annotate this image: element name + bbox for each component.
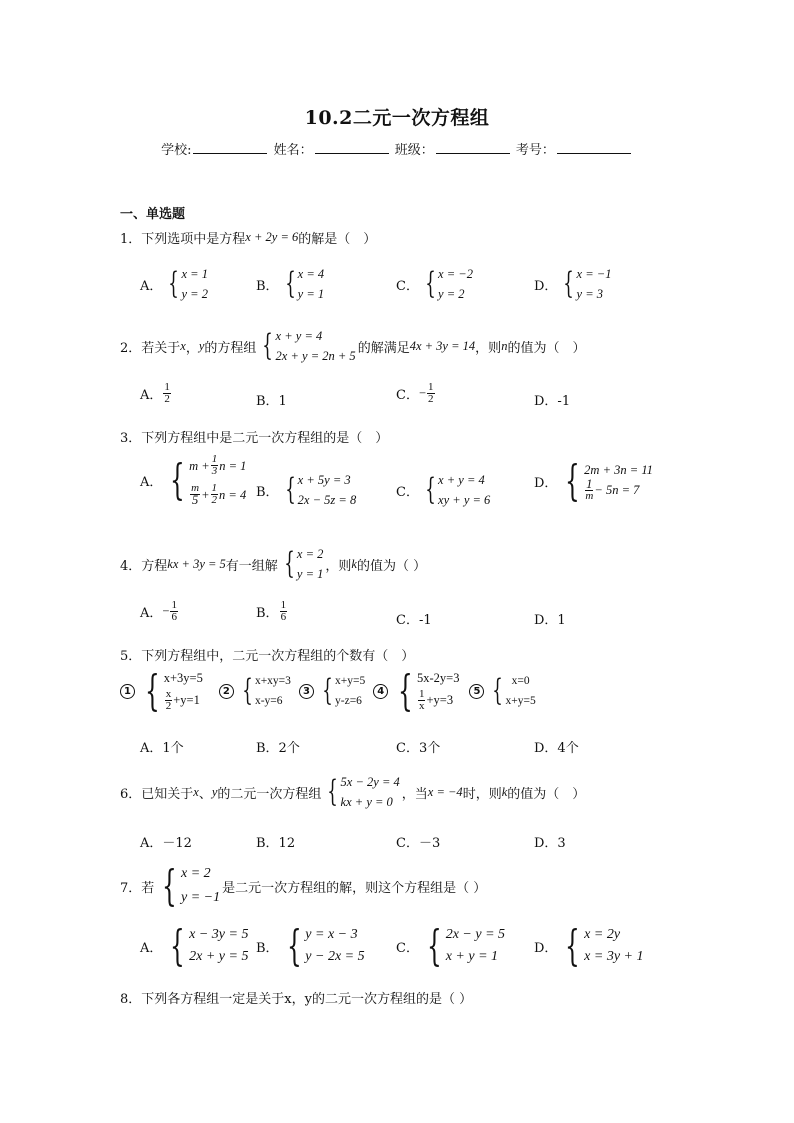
q2-option-a[interactable] <box>140 382 172 405</box>
option-label: B． <box>256 278 279 294</box>
eq-part: − 5n = 7 <box>594 483 640 497</box>
frac-num: m <box>191 482 200 494</box>
eq-line: y = 1 <box>297 287 325 301</box>
var-k: k <box>351 556 357 571</box>
eq-line: x+y=5 <box>505 695 536 707</box>
frac-den: 2 <box>164 393 170 405</box>
student-info-line <box>0 139 794 158</box>
var-n: n <box>501 338 508 353</box>
q2-text: 2．若关于 <box>120 340 181 356</box>
frac-den: 6 <box>280 611 287 623</box>
q2-sep: ， <box>185 340 199 356</box>
eq-line: y = 1 <box>296 567 324 581</box>
circle-number: 4 <box>373 684 388 699</box>
option-label: C． <box>396 484 419 500</box>
frac-num: 1 <box>428 381 434 393</box>
q1-text-end: 的解是（ ） <box>298 232 377 247</box>
q4-equation: kx + 3y = 5 <box>167 556 226 571</box>
option-label: A． <box>140 278 163 294</box>
eq-line: x = 1 <box>181 267 208 281</box>
name-label: 姓名： <box>273 143 313 158</box>
section-heading: 一、单选题 <box>120 207 186 222</box>
q4-text: 4．方程 <box>120 558 168 574</box>
q4-option-c[interactable]: C．-1 <box>396 613 432 628</box>
eq-line: x = 4 <box>297 267 325 281</box>
option-label: C． <box>396 940 419 956</box>
q6-text-mid: 的二元一次方程组 <box>217 786 322 802</box>
q5-option-a[interactable]: A．1个 <box>140 741 184 756</box>
eq-line: 2m + 3n = 11 <box>584 462 653 477</box>
frac-num: 1 <box>211 482 218 494</box>
q4-text-mid2: ，则 <box>325 558 352 574</box>
eq-line: 5x-2y=3 <box>416 670 460 685</box>
q6-text: 6．已知关于 <box>120 786 194 802</box>
eq-line: x+3y=5 <box>163 670 203 685</box>
minus-sign: − <box>418 386 427 400</box>
q3-option-c[interactable]: C． { x + y = 4 xy + y = 6 <box>396 470 492 510</box>
eq-line: 2x + y = 5 <box>189 949 249 964</box>
frac-den: 2 <box>165 699 172 712</box>
q2-text-mid2: 的解满足 <box>357 340 410 356</box>
option-label: C． <box>396 388 419 403</box>
q1-option-a[interactable]: A． { x = 1 y = 2 <box>140 264 210 304</box>
eq-line: x − 3y = 5 <box>189 927 249 942</box>
circle-number: 1 <box>120 684 135 699</box>
q1-option-c[interactable]: C． { x = −2 y = 2 <box>396 264 475 304</box>
q2-option-d[interactable]: D．-1 <box>534 394 571 409</box>
var-y: y <box>211 784 218 799</box>
question-1 <box>120 228 376 247</box>
eq-line: x + y = 1 <box>445 949 499 964</box>
eq-line: 5x − 2y = 4 <box>340 775 400 789</box>
eq-line: y-z=6 <box>335 695 362 707</box>
eq-line: xy + y = 6 <box>438 493 491 507</box>
frac-num: 1 <box>164 381 170 393</box>
question-4: 4．方程 kx + 3y = 5 有一组解 { x = 2 y = 1 ，则 k 的值为（ ） <box>120 544 426 584</box>
name-blank[interactable] <box>315 141 389 154</box>
var-y: y <box>198 338 205 353</box>
var-x: x <box>193 784 199 799</box>
eq-line: kx + y = 0 <box>340 795 393 809</box>
eq-part: +y=3 <box>426 693 454 707</box>
eq-line: y = 2 <box>438 287 465 301</box>
eq-part: n = 1 <box>219 458 247 473</box>
eq-line: x + y = 4 <box>275 329 323 343</box>
q7-text: 7．若 <box>120 880 155 896</box>
q6-option-d[interactable]: D．3 <box>534 836 566 851</box>
option-label: B． <box>256 606 279 621</box>
q7-option-b[interactable]: B． { y = x − 3 y − 2x = 5 <box>256 921 365 970</box>
eq-line: x-y=6 <box>254 695 283 707</box>
q6-option-a[interactable]: A．－12 <box>140 836 192 851</box>
frac-den: 2 <box>211 494 218 506</box>
q2-text-mid: 的方程组 <box>204 340 257 356</box>
number-blank[interactable] <box>557 141 631 154</box>
eq-line: y = −1 <box>181 890 221 905</box>
eq-line: x=0 <box>511 675 530 687</box>
option-label: D． <box>534 475 558 491</box>
frac-den: 5 <box>191 493 199 507</box>
option-label: A． <box>140 388 163 403</box>
option-label: A． <box>140 474 163 490</box>
option-label: A． <box>140 606 163 621</box>
q7-option-c[interactable]: C． { 2x − y = 5 x + y = 1 <box>396 921 506 970</box>
var-x: x <box>180 338 186 353</box>
frac-num: 1 <box>418 687 425 700</box>
eq-part: +y=1 <box>173 693 200 707</box>
number-label: 考号： <box>515 143 555 158</box>
eq-part: n = 4 <box>219 487 247 502</box>
frac-num: 1 <box>586 476 593 491</box>
eq-line: x = 2 <box>181 866 211 881</box>
circle-number: 2 <box>219 684 234 699</box>
option-label: B． <box>256 940 279 956</box>
q5-systems: 1 { x+3y=5 $\frac{x}{2}$ +y=1 2 { x+xy=3 x-y=6 3 { x+y=5 y-z=6 4 { 5x-2y=3 $\frac{1}{x}$ +y=3 5 { x=0 x+y=5 <box>120 670 538 712</box>
q6-equation: x = −4 <box>427 784 463 799</box>
frac-den: 6 <box>171 611 177 623</box>
option-label: C． <box>396 278 419 294</box>
eq-line: x + y = 4 <box>438 473 485 487</box>
q2-option-c[interactable] <box>396 382 436 405</box>
eq-line: y − 2x = 5 <box>305 949 365 964</box>
school-label: 学校: <box>161 143 192 158</box>
q4-option-d[interactable]: D．1 <box>534 613 566 628</box>
q6-sep: 、 <box>198 786 212 802</box>
q6-option-c[interactable]: C．－3 <box>396 836 441 851</box>
frac-den: m <box>585 489 594 502</box>
eq-line: x = 2 <box>296 547 324 561</box>
q4-text-mid: 有一组解 <box>225 558 278 574</box>
q1-option-d[interactable]: D． { x = −1 y = 3 <box>534 264 613 304</box>
q2-text-mid3: ，则 <box>475 340 502 356</box>
eq-line: 2x − y = 5 <box>445 927 506 942</box>
frac-num: 1 <box>211 453 218 465</box>
frac-den: 3 <box>211 465 218 477</box>
q3-option-a[interactable]: A． { m + $\frac{1}{3}$ n = 1 $\frac{m}{5}$ + $\frac{1}{2}$ n = 4 <box>140 453 247 507</box>
var-k: k <box>501 784 508 799</box>
frac-num: x <box>165 687 172 700</box>
circle-number: 3 <box>299 684 314 699</box>
frac-num: 1 <box>280 599 287 611</box>
option-label: B． <box>256 484 279 500</box>
eq-line: x + 5y = 3 <box>297 473 351 487</box>
q5-option-c[interactable]: C．3个 <box>396 741 441 756</box>
frac-den: x <box>418 699 425 712</box>
q7-option-a[interactable]: A． { x − 3y = 5 2x + y = 5 <box>140 921 249 970</box>
minus-sign: − <box>162 604 170 618</box>
option-label: A． <box>140 940 163 956</box>
frac-num: 1 <box>171 599 177 611</box>
eq-line: x = −2 <box>438 267 473 281</box>
q1-text: 1．下列选项中是方程 <box>120 232 246 247</box>
option-label: D． <box>534 278 558 294</box>
q6-text-mid2: ，当 <box>401 786 428 802</box>
eq-line: y = x − 3 <box>305 927 358 942</box>
question-5: 5．下列方程组中，二元一次方程组的个数有（ ） <box>120 649 415 664</box>
question-6: 6．已知关于 x 、 y 的二元一次方程组 { 5x − 2y = 4 kx + y = 0 ，当 x = −4 时，则 k 的值为（ ） <box>120 772 585 812</box>
q3-option-b[interactable]: B． { x + 5y = 3 2x − 5z = 8 <box>256 470 358 510</box>
school-blank[interactable] <box>193 141 267 154</box>
option-label: D． <box>534 940 558 956</box>
q6-text-end: 的值为（ ） <box>507 786 586 802</box>
q7-text-end: 是二元一次方程组的解，则这个方程组是（ ） <box>222 880 487 896</box>
question-7: 7．若 { x = 2 y = −1 是二元一次方程组的解，则这个方程组是（ ） <box>120 861 487 910</box>
q4-text-end: 的值为（ ） <box>356 558 427 574</box>
q7-option-d[interactable]: D． { x = 2y x = 3y + 1 <box>534 921 644 970</box>
page-title: 10.2二元一次方程组 <box>304 107 490 129</box>
q2-text-end: 的值为（ ） <box>507 340 586 356</box>
eq-line: x = −1 <box>576 267 612 281</box>
class-blank[interactable] <box>436 141 510 154</box>
eq-part: + <box>201 487 210 502</box>
q3-option-d[interactable]: D． { 2m + 3n = 11 $\frac{1}{m}$ − 5n = 7 <box>534 456 653 505</box>
eq-line: x = 2y <box>584 927 621 942</box>
eq-line: y = 2 <box>181 287 208 301</box>
class-label: 班级： <box>394 143 434 158</box>
q2-equation: 4x + 3y = 14 <box>409 338 476 353</box>
eq-line: y = 3 <box>576 287 604 301</box>
q2-option-b[interactable]: B．1 <box>256 394 287 409</box>
eq-line: x+xy=3 <box>254 675 291 687</box>
question-8: 8．下列各方程组一定是关于x，y的二元一次方程组的是（ ） <box>120 992 473 1007</box>
eq-line: x = 3y + 1 <box>584 949 644 964</box>
frac-den: 2 <box>428 393 434 405</box>
q5-option-b[interactable]: B．2个 <box>256 741 300 756</box>
q6-option-b[interactable]: B．12 <box>256 836 296 851</box>
question-3: 3．下列方程组中是二元一次方程组的是（ ） <box>120 431 389 446</box>
eq-line: 2x − 5z = 8 <box>297 493 357 507</box>
q1-option-b[interactable]: B． { x = 4 y = 1 <box>256 264 326 304</box>
q4-option-a[interactable] <box>140 600 179 623</box>
question-2: 2．若关于 x ， y 的方程组 { x + y = 4 2x + y = 2n + 5 的解满足 4x + 3y = 14 ，则 n 的值为（ ） <box>120 326 585 366</box>
q5-option-d[interactable]: D．4个 <box>534 741 579 756</box>
q1-equation: x + 2y = 6 <box>245 230 299 244</box>
q6-text-mid3: 时，则 <box>462 786 502 802</box>
eq-part: m + <box>189 458 210 473</box>
circle-number: 5 <box>469 684 484 699</box>
q4-option-b[interactable] <box>256 600 288 623</box>
eq-line: 2x + y = 2n + 5 <box>275 349 356 363</box>
eq-line: x+y=5 <box>335 675 366 687</box>
